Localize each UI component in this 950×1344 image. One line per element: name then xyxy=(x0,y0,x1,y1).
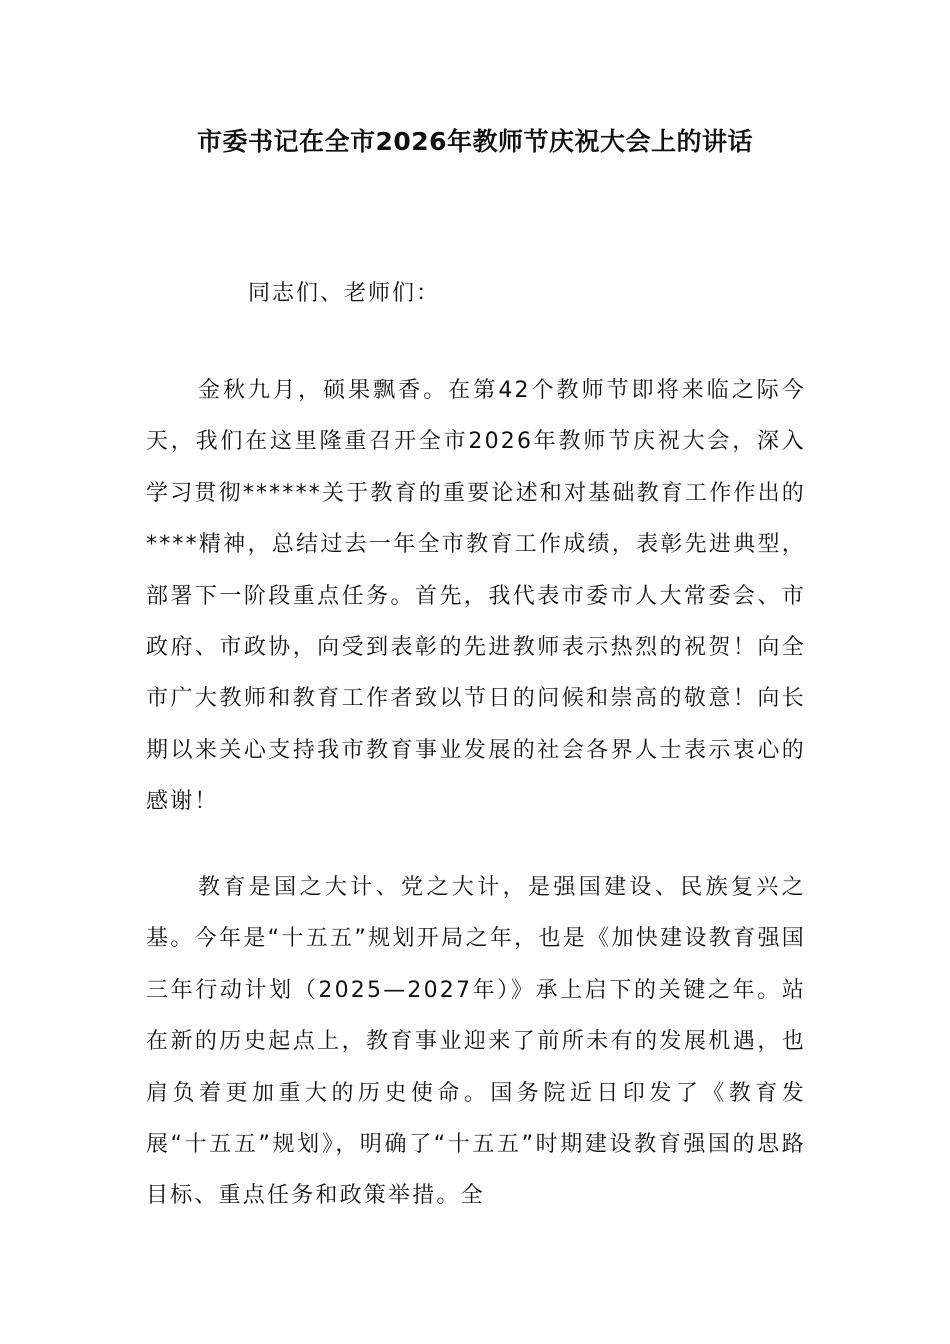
salutation: 同志们、老师们： xyxy=(248,281,441,306)
document-title: 市委书记在全市2026年教师节庆祝大会上的讲话 xyxy=(196,127,754,156)
body-paragraph-1: 金秋九月，硕果飘香。在第42个教师节即将来临之际今天，我们在这里隆重召开全市2026年教师节庆祝大会，深入学习贯彻******关于教育的重要论述和对基础教育工作作出的****精神，总结过去一年全市教育工作成绩，表彰先进典型，部署下一阶段重点任务。首先，我代表市委市人大常委会、市政府、市政协，向受到表彰的先进教师表示热烈的祝贺！向全市广大教师和教育工作者致以节日的问候和崇高的敬意！向长期以来关心支持我市教育事业发展的社会各界人士表示衷心的感谢！ xyxy=(146,378,807,815)
body-paragraph-2: 教育是国之大计、党之大计，是强国建设、民族复兴之基。今年是“十五五”规划开局之年，也是《加快建设教育强国三年行动计划（2025—2027年）》承上启下的关键之年。站在新的历史起点上，教育事业迎来了前所未有的发展机遇，也肩负着更加重大的历史使命。国务院近日印发了《教育发展“十五五”规划》，明确了“十五五”时期建设教育强国的思路目标、重点任务和政策举措。全 xyxy=(146,875,806,1209)
